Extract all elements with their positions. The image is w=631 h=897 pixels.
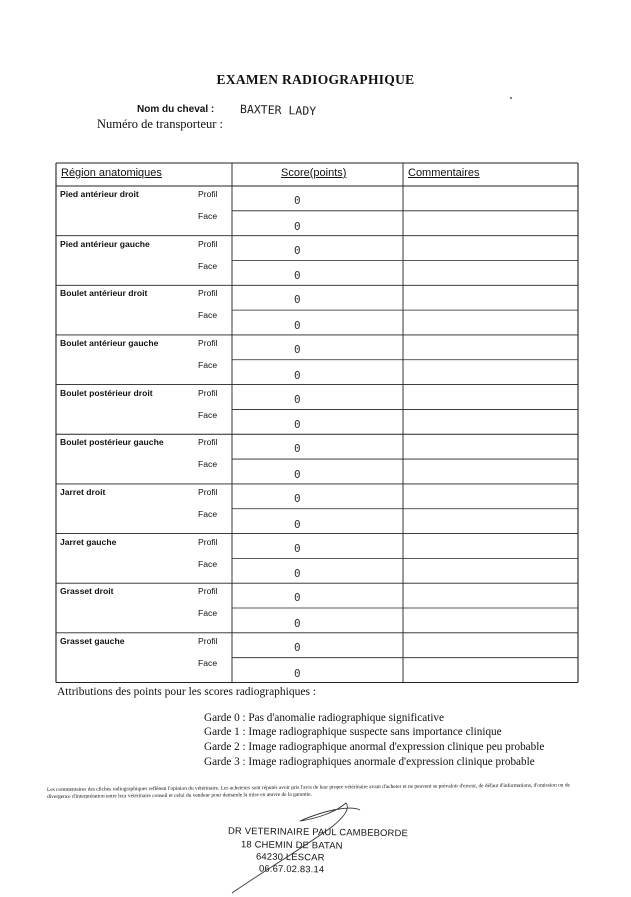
header-region: Région anatomiques bbox=[61, 167, 162, 179]
region-name: Jarret droit bbox=[60, 486, 106, 497]
score-face: 0 bbox=[294, 368, 301, 382]
header-comments: Commentaires bbox=[408, 167, 480, 179]
region-name: Pied antérieur gauche bbox=[60, 238, 150, 249]
region-name: Grasset gauche bbox=[60, 635, 125, 646]
score-face: 0 bbox=[294, 666, 301, 680]
score-face: 0 bbox=[294, 617, 301, 631]
view-profil: Profil bbox=[198, 437, 218, 448]
view-profil: Profil bbox=[198, 238, 218, 249]
score-face: 0 bbox=[294, 269, 301, 283]
score-profil: 0 bbox=[294, 243, 301, 257]
grade-1: Garde 1 : Image radiographique suspecte sans importance clinique bbox=[204, 726, 502, 738]
region-name: Pied antérieur droit bbox=[60, 189, 139, 199]
stamp-line-3: 64230 LESCAR bbox=[255, 850, 325, 863]
view-face: Face bbox=[198, 558, 218, 569]
view-profil: Profil bbox=[198, 635, 218, 646]
view-profil: Profil bbox=[198, 337, 218, 348]
page-title: EXAMEN RADIOGRAPHIQUE bbox=[216, 72, 415, 87]
disclaimer-text: Les commentaires des clichés radiographiques reflètent l'opinion du vétérinaire. Les acheteurs sont réputés avoir pris l'avis de leur propre vétérinaire avant d'acheter et ne peuvent se prévaloir d'erreur, de défaut d'informations, d'omission ou de divergence d'interprétation entre leur vétérinaire conseil et celui du vendeur pour demande la mise en œuvre de la garantie. bbox=[47, 782, 570, 801]
view-face: Face bbox=[198, 409, 218, 420]
score-face: 0 bbox=[294, 418, 301, 432]
legend-title: Attributions des points pour les scores radiographiques : bbox=[57, 686, 317, 698]
grade-0: Garde 0 : Pas d'anomalie radiographique significative bbox=[204, 712, 444, 724]
score-profil: 0 bbox=[294, 541, 301, 555]
region-name: Boulet antérieur gauche bbox=[60, 337, 159, 348]
region-name: Boulet postérieur droit bbox=[60, 387, 153, 398]
score-face: 0 bbox=[294, 219, 301, 233]
view-face: Face bbox=[198, 260, 218, 271]
score-profil: 0 bbox=[294, 491, 301, 505]
view-face: Face bbox=[198, 211, 218, 221]
view-profil: Profil bbox=[198, 189, 218, 199]
score-face: 0 bbox=[294, 468, 301, 482]
header-score: Score(points) bbox=[281, 167, 347, 179]
view-face: Face bbox=[198, 310, 218, 321]
score-profil: 0 bbox=[294, 442, 301, 456]
stamp-line-1: DR VETERINAIRE PAUL CAMBEBORDE bbox=[227, 824, 409, 839]
stamp-line-2: 18 CHEMIN DE BATAN bbox=[240, 838, 343, 851]
region-name: Boulet postérieur gauche bbox=[60, 437, 164, 448]
view-face: Face bbox=[198, 508, 218, 519]
transponder-label: Numéro de transporteur : bbox=[97, 117, 224, 131]
view-profil: Profil bbox=[198, 586, 218, 597]
view-profil: Profil bbox=[198, 288, 218, 299]
view-face: Face bbox=[198, 608, 218, 619]
score-profil: 0 bbox=[294, 194, 301, 207]
grade-2: Garde 2 : Image radiographique anormal d'expression clinique peu probable bbox=[204, 741, 545, 753]
stamp-line-4: 06.67.02.83.14 bbox=[258, 862, 325, 875]
view-profil: Profil bbox=[198, 486, 218, 497]
score-face: 0 bbox=[294, 319, 301, 333]
grade-3: Garde 3 : Image radiographiques anormale d'expression clinique probable bbox=[204, 756, 535, 768]
view-face: Face bbox=[198, 657, 218, 668]
score-profil: 0 bbox=[294, 591, 301, 605]
score-profil: 0 bbox=[294, 293, 301, 307]
region-name: Jarret gauche bbox=[60, 536, 117, 547]
region-name: Boulet antérieur droit bbox=[60, 288, 148, 299]
view-face: Face bbox=[198, 359, 218, 370]
view-face: Face bbox=[198, 459, 218, 470]
region-name: Grasset droit bbox=[60, 586, 114, 597]
score-face: 0 bbox=[294, 517, 301, 531]
view-profil: Profil bbox=[198, 536, 218, 547]
horse-name-label: Nom du cheval : bbox=[137, 104, 215, 115]
score-profil: 0 bbox=[294, 640, 301, 654]
view-profil: Profil bbox=[198, 387, 218, 398]
score-profil: 0 bbox=[294, 342, 301, 356]
score-profil: 0 bbox=[294, 392, 301, 406]
horse-name-value: BAXTER LADY bbox=[239, 102, 317, 118]
score-face: 0 bbox=[294, 567, 301, 581]
